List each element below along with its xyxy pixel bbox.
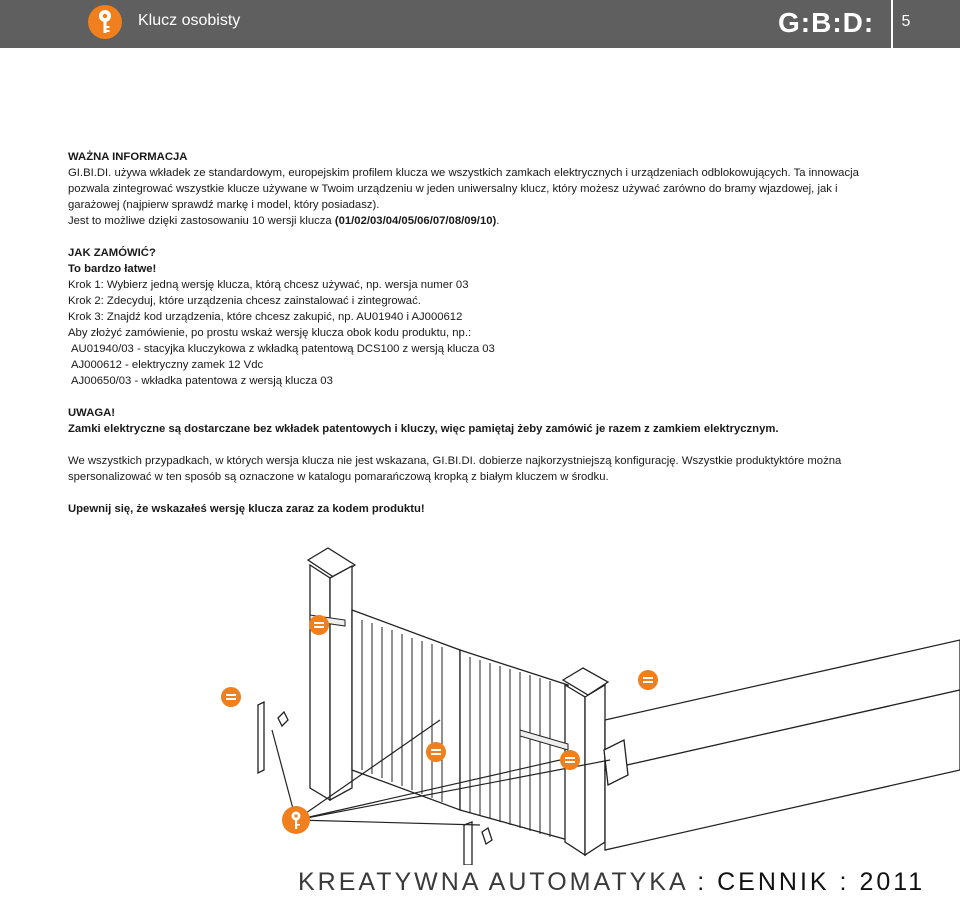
info-text-block bbox=[68, 149, 868, 517]
header-divider bbox=[891, 0, 893, 48]
important-text: GI.BI.DI. używa wkładek ze standardowym, europejskim profilem klucza we wszystkich zamkach elektrycznych i urządzeniach odblokowujących. Ta innowacja pozwala zintegrować wszystkie klucze używane w Twoim urządzeniu w jeden uniwersalny klucz, który możesz używać zarówno do bramy wjazdowej, jak i garażowej (najpierw sprawdź markę i model, który posiadasz). bbox=[68, 167, 859, 211]
footer-section: CENNIK bbox=[717, 868, 830, 896]
versions-end: . bbox=[496, 215, 500, 227]
spacer bbox=[68, 485, 868, 501]
order-subheading: To bardzo łatwe! bbox=[68, 263, 157, 275]
page-number: 5 bbox=[901, 13, 911, 30]
order-instruction: Aby złożyć zamówienie, po prostu wskaż wersję klucza obok kodu produktu, np.: bbox=[68, 327, 472, 339]
general-info-text: We wszystkich przypadkach, w których wersja klucza nie jest wskazana, GI.BI.DI. dobierze najkorzystniejszą konfigurację. Wszystkie produktyktóre można spersonalizować w ten sposób są oznaczone w katalogu pomarańczową kropką z białym kluczem w środku. bbox=[68, 455, 842, 483]
example-3: AJ00650/03 - wkładka patentowa z wersją klucza 03 bbox=[71, 375, 333, 387]
example-1: AU01940/03 - stacyjka kluczykowa z wkładką patentową DCS100 z wersją klucza 03 bbox=[71, 343, 495, 355]
footer-separator: : bbox=[697, 868, 708, 896]
final-note: Upewnij się, że wskazałeś wersję klucza zaraz za kodem produktu! bbox=[68, 503, 425, 515]
warning-text: Zamki elektryczne są dostarczane bez wkładek patentowych i kluczy, więc pamiętaj żeby zamówić je razem z zamkiem elektrycznym. bbox=[68, 423, 779, 435]
versions-intro: Jest to możliwe dzięki zastosowaniu 10 wersji klucza bbox=[68, 215, 332, 227]
spacer bbox=[68, 389, 868, 405]
personal-key-icon bbox=[88, 5, 122, 39]
spacer bbox=[68, 437, 868, 453]
step-2: Krok 2: Zdecyduj, które urządzenia chcesz zainstalować i zintegrować. bbox=[68, 295, 421, 307]
step-3: Krok 3: Znajdź kod urządzenia, które chcesz zakupić, np. AU01940 i AJ000612 bbox=[68, 311, 463, 323]
gate-illustration bbox=[180, 520, 960, 870]
example-2: AJ000612 - elektryczny zamek 12 Vdc bbox=[71, 359, 264, 371]
page-title: Klucz osobisty bbox=[138, 12, 241, 29]
step-1: Krok 1: Wybierz jedną wersję klucza, którą chcesz używać, np. wersja numer 03 bbox=[68, 279, 469, 291]
page-header bbox=[0, 0, 960, 48]
spacer bbox=[68, 229, 868, 245]
page-footer bbox=[298, 868, 925, 897]
footer-slogan: KREATYWNA AUTOMATYKA bbox=[298, 868, 688, 896]
warning-heading: UWAGA! bbox=[68, 407, 116, 419]
important-heading: WAŻNA INFORMACJA bbox=[68, 151, 188, 163]
footer-separator: : bbox=[839, 868, 850, 896]
key-versions-text bbox=[68, 213, 868, 229]
versions-list: (01/02/03/04/05/06/07/08/09/10) bbox=[334, 215, 497, 227]
footer-year: 2011 bbox=[859, 868, 926, 896]
gibidi-logo: G:B:D: bbox=[778, 7, 875, 38]
order-heading: JAK ZAMÓWIĆ? bbox=[68, 247, 156, 259]
